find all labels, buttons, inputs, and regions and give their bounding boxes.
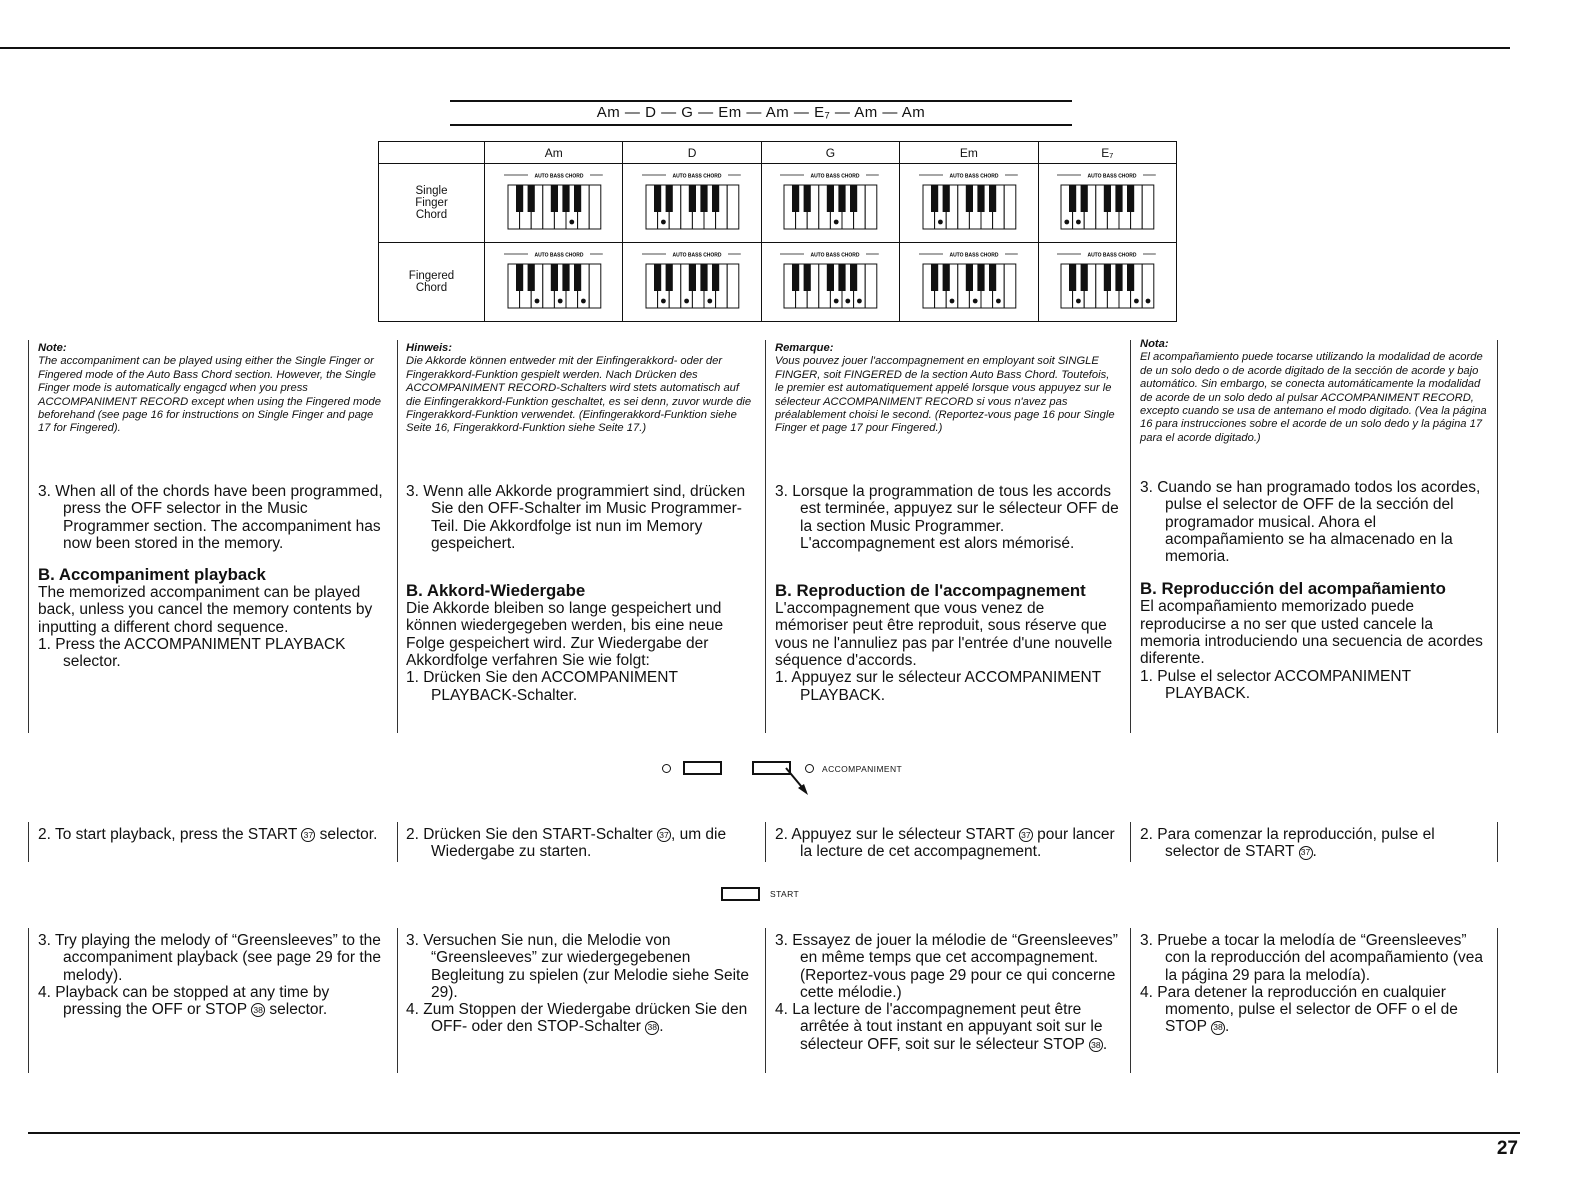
note-title: Note: (38, 342, 67, 354)
note-text: Die Akkorde können entweder mit der Einfingerakkord- oder der Fingerakkord-Funktion gespielt werden. Nach Drücken des ACCOMPANIMENT RECORD-Schalters wird stets automatisch auf die Einfingerakkord-Funktion geschaltet, es sei denn, zuvor wurde die Fingerakkord-Funktion verwendet. (Einfingerakkord-Funktion siehe Seite 16, Fingerakkord-Funktion siehe Seite 17.) (406, 355, 752, 435)
keyboard-diagram (909, 165, 1029, 237)
keyboard-cell (900, 164, 1038, 243)
keyboard-cell (623, 243, 761, 322)
stop-button-ref-icon: 38 (251, 1003, 265, 1017)
chord-header: Em (900, 142, 1038, 164)
chord-sequence: Am — D — G — Em — Am — E₇ — Am — Am (450, 100, 1072, 126)
column-divider (765, 340, 766, 733)
section3-fr (775, 932, 1120, 1053)
keyboard-cell (485, 164, 623, 243)
single-finger-row (379, 164, 1177, 243)
step1-text: 1. Press the ACCOMPANIMENT PLAYBACK selector. (38, 636, 346, 671)
start-button-ref-icon: 37 (1299, 846, 1313, 860)
section-heading: B. Reproduction de l'accompagnement (775, 581, 1086, 601)
section1-fr (775, 483, 1120, 704)
keyboard-cell (761, 164, 899, 243)
top-rule (0, 47, 1510, 49)
section-para: The memorized accompaniment can be played back, unless you cancel the memory contents by inputting a different chord sequence. (38, 584, 373, 636)
step2-text-end: , um die Wiedergabe zu starten. (431, 826, 727, 861)
keyboard-diagram (770, 244, 890, 316)
step3-text: 3. Lorsque la programmation de tous les accords est terminée, appuyez sur le sélecteur OFF de la section Music Programmer. L'accompagnement est alors mémorisé. (775, 483, 1119, 552)
section2-fr (775, 826, 1120, 861)
row-label-text: Fingered Chord (408, 270, 455, 294)
keyboard-cell (1038, 243, 1176, 322)
section1-de (406, 483, 758, 704)
keyboard-label: AUTO BASS CHORD (949, 173, 999, 179)
note-es (1140, 338, 1492, 445)
note-fr (775, 342, 1120, 436)
chord-header: E₇ (1038, 142, 1176, 164)
start-label: START (770, 889, 800, 899)
step4-text-end: . (659, 1018, 664, 1036)
column-divider (397, 928, 398, 1073)
section-heading: B. Accompaniment playback (38, 565, 266, 585)
note-title: Hinweis: (406, 342, 453, 354)
column-divider (397, 822, 398, 862)
section3-es (1140, 932, 1492, 1036)
keyboard-diagram (1047, 165, 1167, 237)
keyboard-diagram (909, 244, 1029, 316)
note-title: Nota: (1140, 338, 1169, 350)
accompaniment-lamp-icon (805, 764, 814, 773)
note-en (38, 342, 386, 436)
start-button-ref-icon: 37 (657, 828, 671, 842)
keyboard-label: AUTO BASS CHORD (810, 173, 861, 179)
corner-cell (379, 142, 485, 164)
column-divider (1130, 822, 1131, 862)
fingered-row (379, 243, 1177, 322)
step4-text (406, 1001, 758, 1036)
keyboard-label: AUTO BASS CHORD (672, 252, 722, 258)
step2-text: 2. Appuyez sur le sélecteur START (775, 826, 1019, 843)
step3-text: 3. Pruebe a tocar la melodía de “Greensleeves” con la reproducción del acompañamiento (vea la página 29 para la melodía). (1140, 932, 1483, 984)
step3-text: 3. When all of the chords have been programmed, press the OFF selector in the Music Programmer section. The accompaniment has now been stored in the memory. (38, 483, 383, 552)
section-heading: B. Reproducción del acompañamiento (1140, 579, 1446, 599)
keyboard-diagram (632, 165, 752, 237)
keyboard-diagram (770, 165, 890, 237)
chord-fingering-table (378, 141, 1177, 322)
stop-button-ref-icon: 38 (1089, 1038, 1103, 1052)
step2-text-end: pour lancer la lecture de cet accompagnement. (800, 826, 1115, 861)
step2-text-end: selector. (315, 826, 378, 843)
column-divider (1497, 928, 1498, 1073)
step4-text (1140, 984, 1492, 1036)
stop-button-ref-icon: 38 (645, 1021, 659, 1035)
keyboard-diagram (632, 244, 752, 316)
chord-header: G (761, 142, 899, 164)
keyboard-cell (900, 243, 1038, 322)
accompaniment-label: ACCOMPANIMENT (822, 764, 903, 774)
keyboard-cell (623, 164, 761, 243)
column-divider (1130, 340, 1131, 733)
step4-text-start: 4. Playback can be stopped at any time by pressing the OFF or STOP (38, 983, 330, 1019)
column-divider (765, 928, 766, 1073)
stop-button-ref-icon: 38 (1211, 1021, 1225, 1035)
step4-text (38, 984, 388, 1019)
chord-header: Am (485, 142, 623, 164)
start-button-ref-icon: 37 (301, 828, 315, 842)
start-button[interactable] (721, 887, 760, 901)
keyboard-label: AUTO BASS CHORD (810, 252, 861, 258)
step4-text (775, 1001, 1120, 1053)
keyboard-label: AUTO BASS CHORD (534, 252, 584, 258)
column-divider (397, 340, 398, 733)
column-divider (1130, 928, 1131, 1073)
keyboard-cell (485, 243, 623, 322)
keyboard-label: AUTO BASS CHORD (949, 252, 999, 258)
step2-text: 2. Drücken Sie den START-Schalter (406, 826, 657, 843)
note-de (406, 342, 754, 436)
section2-de (406, 826, 758, 861)
bottom-rule (28, 1132, 1520, 1134)
section3-en (38, 932, 388, 1018)
section3-de (406, 932, 758, 1036)
keyboard-label: AUTO BASS CHORD (672, 173, 722, 179)
column-divider (1497, 822, 1498, 862)
row-label-single-finger (379, 164, 485, 243)
step1-text: 1. Drücken Sie den ACCOMPANIMENT PLAYBACK-Schalter. (406, 669, 678, 704)
chord-header: D (623, 142, 761, 164)
section-heading: B. Akkord-Wiedergabe (406, 581, 586, 601)
section1-en (38, 483, 388, 671)
section2-es (1140, 826, 1492, 861)
keyboard-diagram (494, 244, 614, 316)
indicator-lamp-icon (662, 764, 671, 773)
page-number: 27 (1496, 1138, 1518, 1159)
step3-text: 3. Versuchen Sie nun, die Melodie von “Greensleeves” zur wiedergegebenen Begleitung zu spielen (zur Melodie siehe Seite 29). (406, 932, 749, 1001)
section-para: L'accompagnement que vous venez de mémoriser peut être reproduit, sous réserve que vous ne l'annuliez pas par l'entrée d'une nouvelle séquence d'accords. (775, 600, 1113, 670)
step2-text: 2. Para comenzar la reproducción, pulse el selector de START (1140, 826, 1435, 861)
keyboard-cell (1038, 164, 1176, 243)
step4-text-start: 4. Zum Stoppen der Wiedergabe drücken Sie den OFF- oder den STOP-Schalter (406, 1001, 748, 1036)
step3-text: 3. Try playing the melody of “Greensleeves” to the accompaniment playback (see page 29 for the melody). (38, 932, 381, 984)
step4-text-start: 4. Para detener la reproducción en cualquier momento, pulse el selector de OFF o el de STOP (1140, 983, 1458, 1036)
step1-text: 1. Appuyez sur le sélecteur ACCOMPANIMENT PLAYBACK. (775, 669, 1101, 704)
step3-text: 3. Wenn alle Akkorde programmiert sind, drücken Sie den OFF-Schalter im Music Programmer-Teil. Die Akkordfolge ist nun im Memory gespeichert. (406, 483, 746, 552)
keyboard-diagram (1047, 244, 1167, 316)
step4-text-start: 4. La lecture de l'accompagnement peut être arrêtée à tout instant en appuyant soit sur le sélecteur OFF, soit sur le sélecteur STOP (775, 1001, 1103, 1053)
keyboard-label: AUTO BASS CHORD (534, 173, 584, 179)
column-divider (28, 822, 29, 862)
step1-text: 1. Pulse el selector ACCOMPANIMENT PLAYBACK. (1140, 667, 1411, 702)
section1-es (1140, 479, 1492, 702)
column-divider (28, 340, 29, 733)
step2-text-end: . (1312, 843, 1317, 861)
keyboard-label: AUTO BASS CHORD (1087, 173, 1137, 179)
keyboard-label: AUTO BASS CHORD (1087, 252, 1137, 258)
step2-text: 2. To start playback, press the START (38, 826, 302, 843)
step3-text: 3. Cuando se han programado todos los acordes, pulse el selector de OFF de la sección del programador musical. Ahora el acompañamiento se ha almacenado en la memoria. (1140, 479, 1481, 566)
note-text: El acompañamiento puede tocarse utilizando la modalidad de acorde de un solo dedo o de acorde digitado de la sección de acorde y bajo automático. Sin embargo, se conecta automáticamente la modalidad de acorde de un solo dedo al pulsar ACCOMPANIMENT RECORD, excepto cuando se usa de antemano el modo digitado. (Vea la página 16 para instrucciones sobre el acorde de un solo dedo y la página 17 para el acorde digitado.) (1140, 351, 1487, 444)
chord-header-row (379, 142, 1177, 164)
section-para: Die Akkorde bleiben so lange gespeichert und können wiedergegeben werden, bis eine neue Folge gespeichert wird. Zur Wiedergabe der Akkordfolge verfahren Sie wie folgt: (406, 600, 724, 670)
column-divider (1497, 340, 1498, 733)
column-divider (28, 928, 29, 1073)
step4-text-end: . (1102, 1035, 1108, 1053)
section2-en (38, 826, 388, 843)
section-para: El acompañamiento memorizado puede reproducirse a no ser que usted cancele la memoria introduciendo una secuencia de acordes diferente. (1140, 598, 1483, 668)
row-label-fingered (379, 243, 485, 322)
keyboard-diagram (494, 165, 614, 237)
step4-text-end: selector. (265, 1001, 328, 1019)
row-label-text: Single Finger Chord (415, 185, 448, 221)
step4-text-end: . (1224, 1018, 1230, 1036)
step3-text: 3. Essayez de jouer la mélodie de “Greensleeves” en même temps que cet accompagnement. (Reportez-vous page 29 pour ce qui concerne cette mélodie.) (775, 932, 1118, 1001)
column-divider (765, 822, 766, 862)
music-programmer-button[interactable] (683, 761, 722, 775)
note-title: Remarque: (775, 342, 834, 354)
keyboard-cell (761, 243, 899, 322)
note-text: Vous pouvez jouer l'accompagnement en employant soit SINGLE FINGER, soit FINGERED de la section Auto Bass Chord. Toutefois, le premier est automatiquement appelé lorsque vous appuyez sur le sélecteur ACCOMPANIMENT RECORD si vous n'avez pas préalablement choisi le second. (Reportez-vous page 16 pour Single Finger et page 17 pour Fingered.) (775, 355, 1115, 435)
note-text: The accompaniment can be played using either the Single Finger or Fingered mode of the Auto Bass Chord section. However, the Single Finger mode is automatically engagcd when you press ACCOMPANIMENT RECORD except when using the Fingered mode beforehand (see page 16 for instructions on Single Finger and page 17 for Fingered). (38, 355, 381, 435)
start-button-ref-icon: 37 (1019, 828, 1033, 842)
